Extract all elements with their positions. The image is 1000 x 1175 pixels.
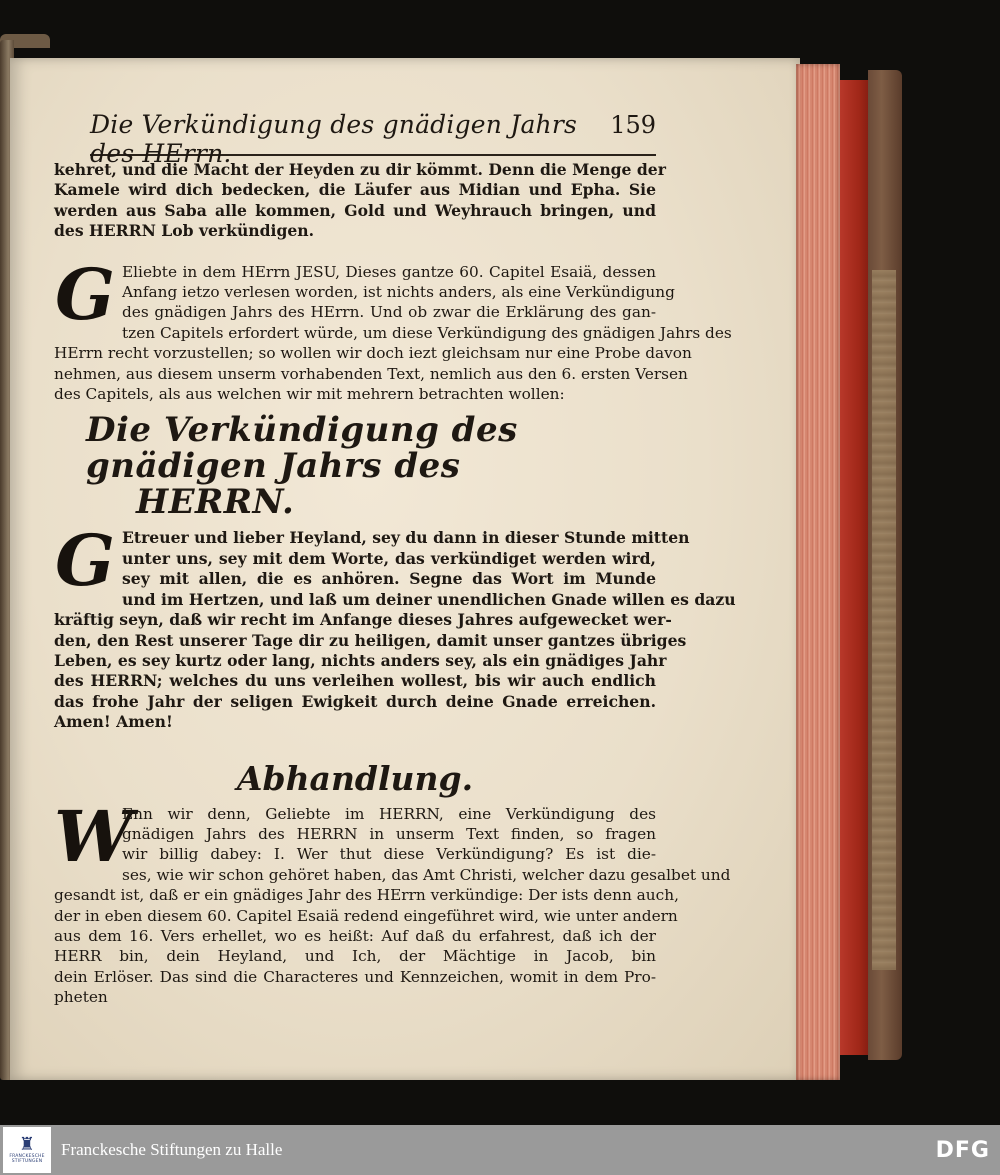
institution-name[interactable]: Franckesche Stiftungen zu Halle	[61, 1140, 283, 1159]
text-line: kehret, und die Macht der Heyden zu dir kömmt. Denn die Menge der	[54, 160, 666, 179]
dropcap-initial: G	[55, 252, 115, 336]
text-line: HErrn recht vorzustellen; so wollen wir doch iezt gleichsam nur eine Probe davon	[54, 344, 692, 363]
text-line: Leben, es sey kurtz oder lang, nichts anders sey, als ein gnädiges Jahr	[54, 650, 667, 670]
catchword: pheten	[54, 988, 108, 1007]
abhandlung-heading: Abhandlung.	[236, 758, 474, 798]
text-line: Kamele wird dich bedecken, die Läufer aus Midian und Epha. Sie	[54, 180, 656, 200]
text-line: des gnädigen Jahrs des HErrn. Und ob zwar die Erklärung des gan-	[122, 303, 656, 322]
text-line: der in eben diesem 60. Capitel Esaiä redend eingeführet wird, wie unter andern	[54, 906, 678, 925]
section-heading-line-2: HERRN.	[136, 482, 295, 523]
page-text-block	[54, 110, 736, 1008]
running-head	[90, 110, 656, 168]
dropcap-initial: G	[55, 519, 115, 603]
running-title: Die Verkündigung des gnädigen Jahrs des HErrn.	[90, 110, 578, 168]
cover-pattern	[872, 270, 896, 970]
logo-text: STIFTUNGEN	[11, 1159, 43, 1164]
text-line: Amen! Amen!	[54, 712, 173, 732]
text-line: und im Hertzen, und laß um deiner unendlichen Gnade willen es dazu	[122, 589, 736, 609]
tower-icon: ♜	[18, 1134, 36, 1155]
text-line: des HERRN Lob verkündigen.	[54, 221, 315, 241]
text-line: aus dem 16. Vers erhellet, wo es heißt: Auf daß du erfahrest, daß ich der	[54, 926, 656, 945]
prayer-paragraph	[54, 519, 736, 732]
text-line: sey mit allen, die es anhören. Segne das Wort im Munde	[122, 569, 656, 589]
text-line: dein Erlöser. Das sind die Characteres und Kennzeichen, womit in dem Pro-	[54, 967, 656, 986]
section-heading	[86, 410, 656, 523]
franckesche-logo[interactable]	[3, 1127, 51, 1173]
dfg-logo[interactable]: DFG	[935, 1137, 990, 1163]
text-line: des HERRN; welches du uns verleihen wollest, bis wir auch endlich	[54, 671, 656, 691]
intro-paragraph	[54, 160, 666, 242]
abhandlung-paragraph	[54, 794, 731, 1008]
text-line: Eliebte in dem HErrn JESU, Dieses gantze 60. Capitel Esaiä, dessen	[122, 262, 656, 281]
text-line: das frohe Jahr der seligen Ewigkeit durch deine Gnade erreichen.	[54, 691, 656, 711]
text-line: tzen Capitels erfordert würde, um diese Verkündigung des gnädigen Jahrs des	[122, 323, 732, 342]
page-block-edges	[796, 64, 840, 1080]
text-line: werden aus Saba alle kommen, Gold und Weyhrauch bringen, und	[54, 200, 656, 220]
text-line: ses, wie wir schon gehöret haben, das Amt Christi, welcher dazu gesalbet und	[122, 865, 731, 884]
text-line: wir billig dabey: I. Wer thut diese Verkündigung? Es ist die-	[122, 845, 656, 864]
text-line: nehmen, aus diesem unserm vorhabenden Text, nemlich aus den 6. ersten Versen	[54, 364, 688, 383]
text-line: Anfang ietzo verlesen worden, ist nichts anders, als eine Verkündigung	[122, 283, 675, 302]
text-line: gesandt ist, daß er ein gnädiges Jahr des HErrn verkündige: Der ists denn auch,	[54, 886, 679, 905]
text-line: Etreuer und lieber Heyland, sey du dann in dieser Stunde mitten	[122, 528, 690, 548]
text-line: kräftig seyn, daß wir recht im Anfange dieses Jahres aufgewecket wer-	[54, 610, 672, 630]
text-line: unter uns, sey mit dem Worte, das verkündiget werden wird,	[122, 548, 656, 568]
text-line: Enn wir denn, Geliebte im HERRN, eine Verkündigung des	[122, 804, 656, 823]
logo-text: FRANCKESCHE	[9, 1154, 45, 1159]
section-heading-line-1: Die Verkündigung des gnädigen Jahrs des	[86, 410, 518, 487]
viewer-footer	[0, 1125, 1000, 1175]
text-line: den, den Rest unserer Tage dir zu heiligen, damit unser gantzes übriges	[54, 630, 687, 650]
text-line: des Capitels, als aus welchen wir mit mehrern betrachten wollen:	[54, 385, 565, 404]
dropcap-initial: W	[54, 794, 133, 878]
geliebte-paragraph	[54, 252, 732, 405]
text-line: gnädigen Jahrs des HERRN in unserm Text finden, so fragen	[122, 824, 656, 843]
text-line: HERR bin, dein Heyland, und Ich, der Mächtige in Jacob, bin	[54, 947, 656, 966]
page-number: 159	[610, 111, 656, 139]
